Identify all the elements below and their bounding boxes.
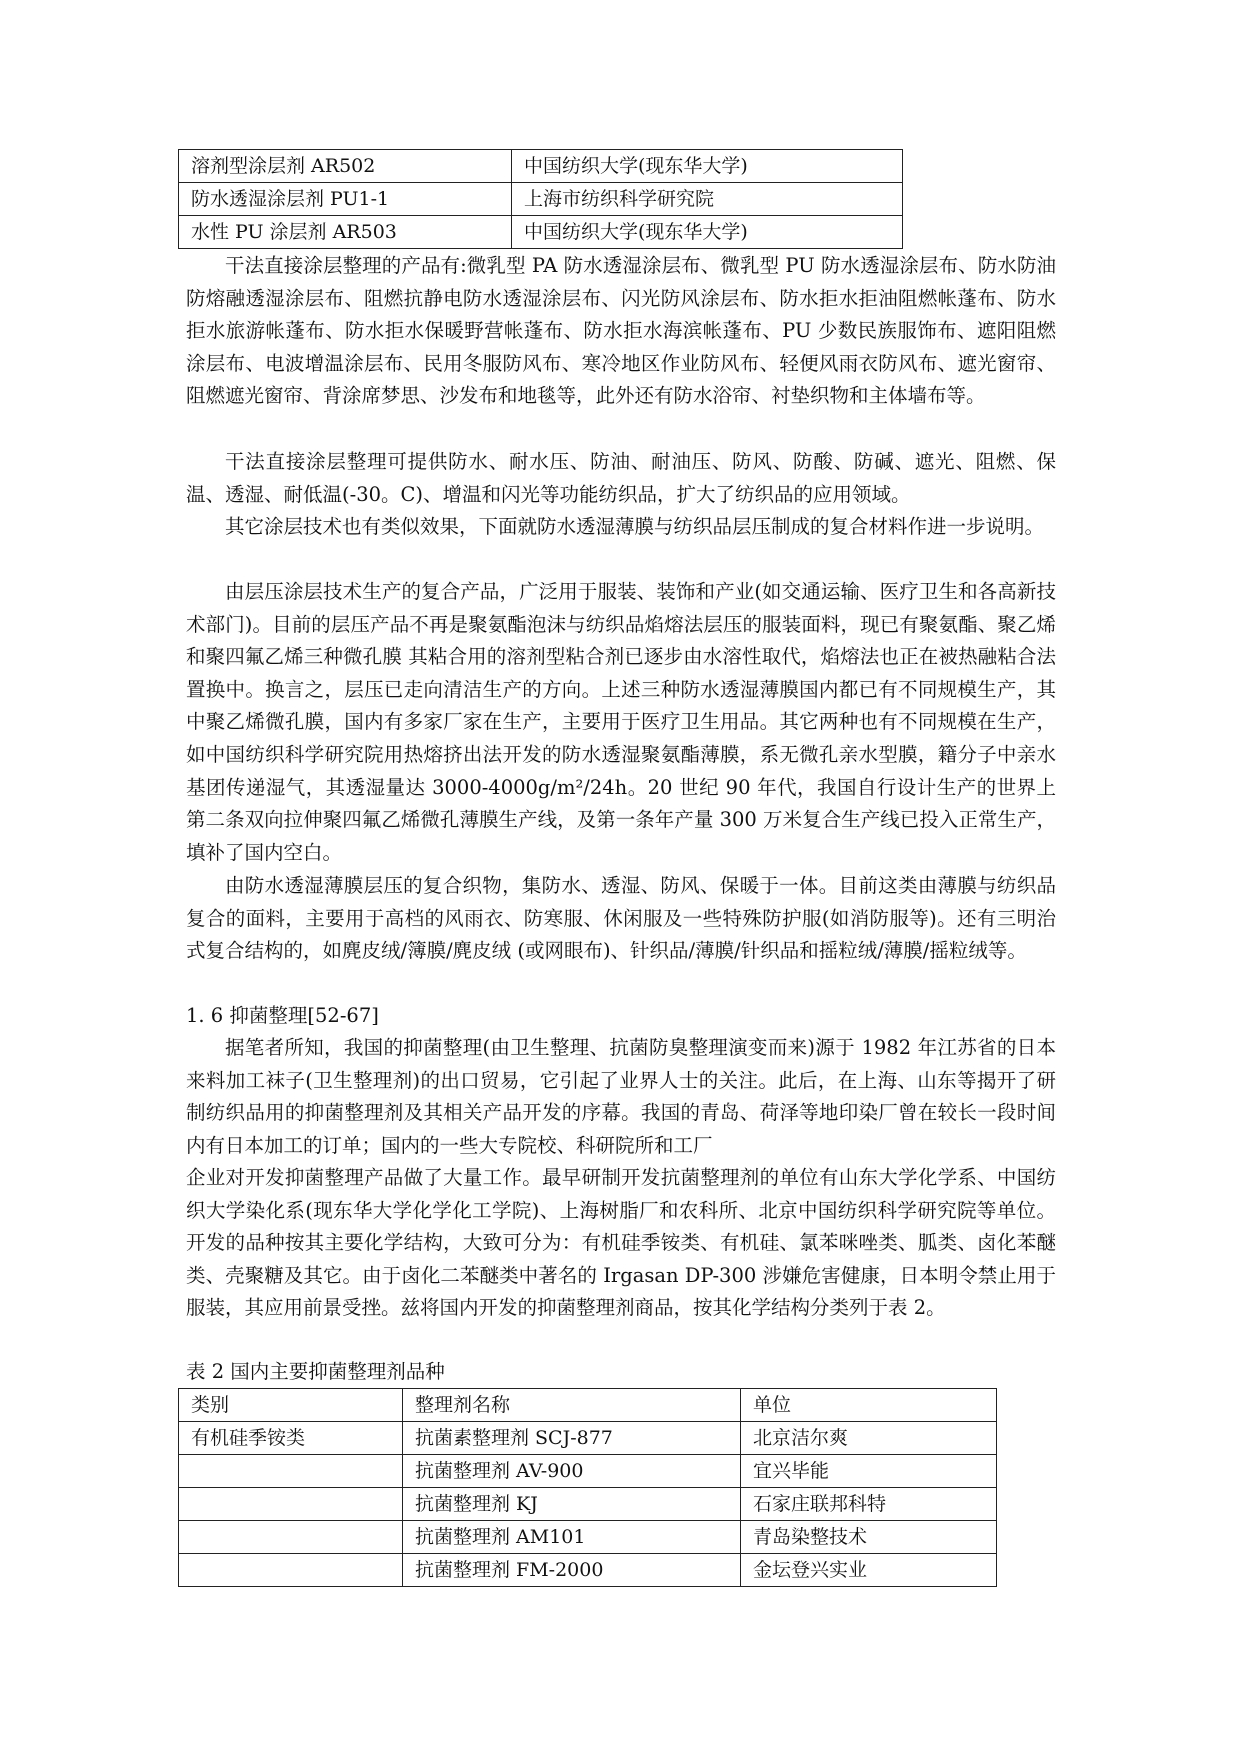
paragraph: 其它涂层技术也有类似效果，下面就防水透湿薄膜与纺织品层压制成的复合材料作进一步说明。 <box>225 515 1045 538</box>
table-cell: 溶剂型涂层剂 AR502 <box>179 150 512 183</box>
table-row <box>179 1422 997 1455</box>
paragraph: 由层压涂层技术生产的复合产品，广泛用于服装、装饰和产业(如交通运输、医疗卫生和各高新技术部门)。目前的层压产品不再是聚氨酯泡沫与纺织品焰熔法层压的服装面料，现已有聚氨酯、聚乙烯和聚四氟乙烯三种微孔膜 其粘合用的溶剂型粘合剂已逐步由水溶性取代，焰熔法也正在被热融粘合法置换中。换言之，层压已走向清洁生产的方向。上述三种防水透湿薄膜国内都已有不同规模生产，其中聚乙烯微孔膜，国内有多家厂家在生产，主要用于医疗卫生用品。其它两种也有不同规模在生产，如中国纺织科学研究院用热熔挤出法开发的防水透湿聚氨酯薄膜，系无微孔亲水型膜，籍分子中亲水基团传递湿气，其透湿量达 3000-4000g/m²/24h。20 世纪 90 年代，我国自行设计生产的世界上第二条双向拉伸聚四氟乙烯微孔薄膜生产线，及第一条年产量 300 万米复合生产线已投入正常生产，填补了国内空白。 <box>186 580 1056 864</box>
table-row <box>179 1488 997 1521</box>
table-row <box>179 216 903 249</box>
table-cell: 宜兴毕能 <box>741 1455 997 1488</box>
table-cell: 抗菌整理剂 KJ <box>403 1488 741 1521</box>
table-cell: 水性 PU 涂层剂 AR503 <box>179 216 512 249</box>
table-cell: 中国纺织大学(现东华大学) <box>512 150 903 183</box>
table-cell: 防水透湿涂层剂 PU1-1 <box>179 183 512 216</box>
paragraph: 干法直接涂层整理的产品有:微乳型 PA 防水透湿涂层布、微乳型 PU 防水透湿涂层布、防水防油防熔融透湿涂层布、阻燃抗静电防水透湿涂层布、闪光防风涂层布、防水拒水拒油阻燃帐蓬布、防水拒水旅游帐蓬布、防水拒水保暖野营帐蓬布、防水拒水海滨帐蓬布、PU 少数民族服饰布、遮阳阻燃涂层布、电波增温涂层布、民用冬服防风布、寒冷地区作业防风布、轻便风雨衣防风布、遮光窗帘、阻燃遮光窗帘、背涂席梦思、沙发布和地毯等，此外还有防水浴帘、衬垫织物和主体墙布等。 <box>186 254 1056 408</box>
table-cell: 抗菌整理剂 AV-900 <box>403 1455 741 1488</box>
table-cell: 抗菌整理剂 AM101 <box>403 1521 741 1554</box>
table-header-row <box>179 1389 997 1422</box>
section-heading: 1. 6 抑菌整理[52-67] <box>186 1004 379 1027</box>
table-cell <box>179 1521 403 1554</box>
table-cell: 金坛登兴实业 <box>741 1554 997 1587</box>
table-cell: 有机硅季铵类 <box>179 1422 403 1455</box>
paragraph: 由防水透湿薄膜层压的复合织物，集防水、透湿、防风、保暖于一体。目前这类由薄膜与纺织品复合的面料，主要用于高档的风雨衣、防寒服、休闲服及一些特殊防护服(如消防服等)。还有三明治式复合结构的，如麂皮绒/簿膜/麂皮绒 (或网眼布)、针织品/薄膜/针织品和摇粒绒/薄膜/摇粒绒等。 <box>186 874 1056 963</box>
column-header: 单位 <box>741 1389 997 1422</box>
column-header: 类别 <box>179 1389 403 1422</box>
paragraph: 企业对开发抑菌整理产品做了大量工作。最早研制开发抗菌整理剂的单位有山东大学化学系、中国纺织大学染化系(现东华大学化学化工学院)、上海树脂厂和农科所、北京中国纺织科学研究院等单位。开发的品种按其主要化学结构，大致可分为：有机硅季铵类、有机硅、氯苯咪唑类、胍类、卤化苯醚类、壳聚糖及其它。由于卤化二苯醚类中著名的 Irgasan DP-300 涉嫌危害健康，日本明令禁止用于服装，其应用前景受挫。兹将国内开发的抑菌整理剂商品，按其化学结构分类列于表 2。 <box>186 1166 1056 1320</box>
table-row <box>179 1521 997 1554</box>
table-cell <box>179 1455 403 1488</box>
paragraph: 据笔者所知，我国的抑菌整理(由卫生整理、抗菌防臭整理演变而来)源于 1982 年江苏省的日本来料加工袜子(卫生整理剂)的出口贸易，它引起了业界人士的关注。此后，在上海、山东等揭开了研制纺织品用的抑菌整理剂及其相关产品开发的序幕。我国的青岛、荷泽等地印染厂曾在较长一段时间内有日本加工的订单；国内的一些大专院校、科研院所和工厂 <box>186 1036 1056 1157</box>
table-cell: 抗菌整理剂 FM-2000 <box>403 1554 741 1587</box>
table-row <box>179 183 903 216</box>
paragraph: 干法直接涂层整理可提供防水、耐水压、防油、耐油压、防风、防酸、防碱、遮光、阻燃、保温、透湿、耐低温(-30。C)、增温和闪光等功能纺织品，扩大了纺织品的应用领域。 <box>186 450 1056 506</box>
table-cell <box>179 1488 403 1521</box>
table-cell: 石家庄联邦科特 <box>741 1488 997 1521</box>
column-header: 整理剂名称 <box>403 1389 741 1422</box>
table-cell: 北京洁尔爽 <box>741 1422 997 1455</box>
table-row <box>179 1554 997 1587</box>
coating-agent-table <box>178 149 903 249</box>
table-row <box>179 150 903 183</box>
table-cell: 青岛染整技术 <box>741 1521 997 1554</box>
table-cell: 抗菌素整理剂 SCJ-877 <box>403 1422 741 1455</box>
table-row <box>179 1455 997 1488</box>
table-cell: 上海市纺织科学研究院 <box>512 183 903 216</box>
table-cell: 中国纺织大学(现东华大学) <box>512 216 903 249</box>
table-cell <box>179 1554 403 1587</box>
antibacterial-agent-table <box>178 1388 997 1587</box>
table-caption: 表 2 国内主要抑菌整理剂品种 <box>186 1360 445 1383</box>
